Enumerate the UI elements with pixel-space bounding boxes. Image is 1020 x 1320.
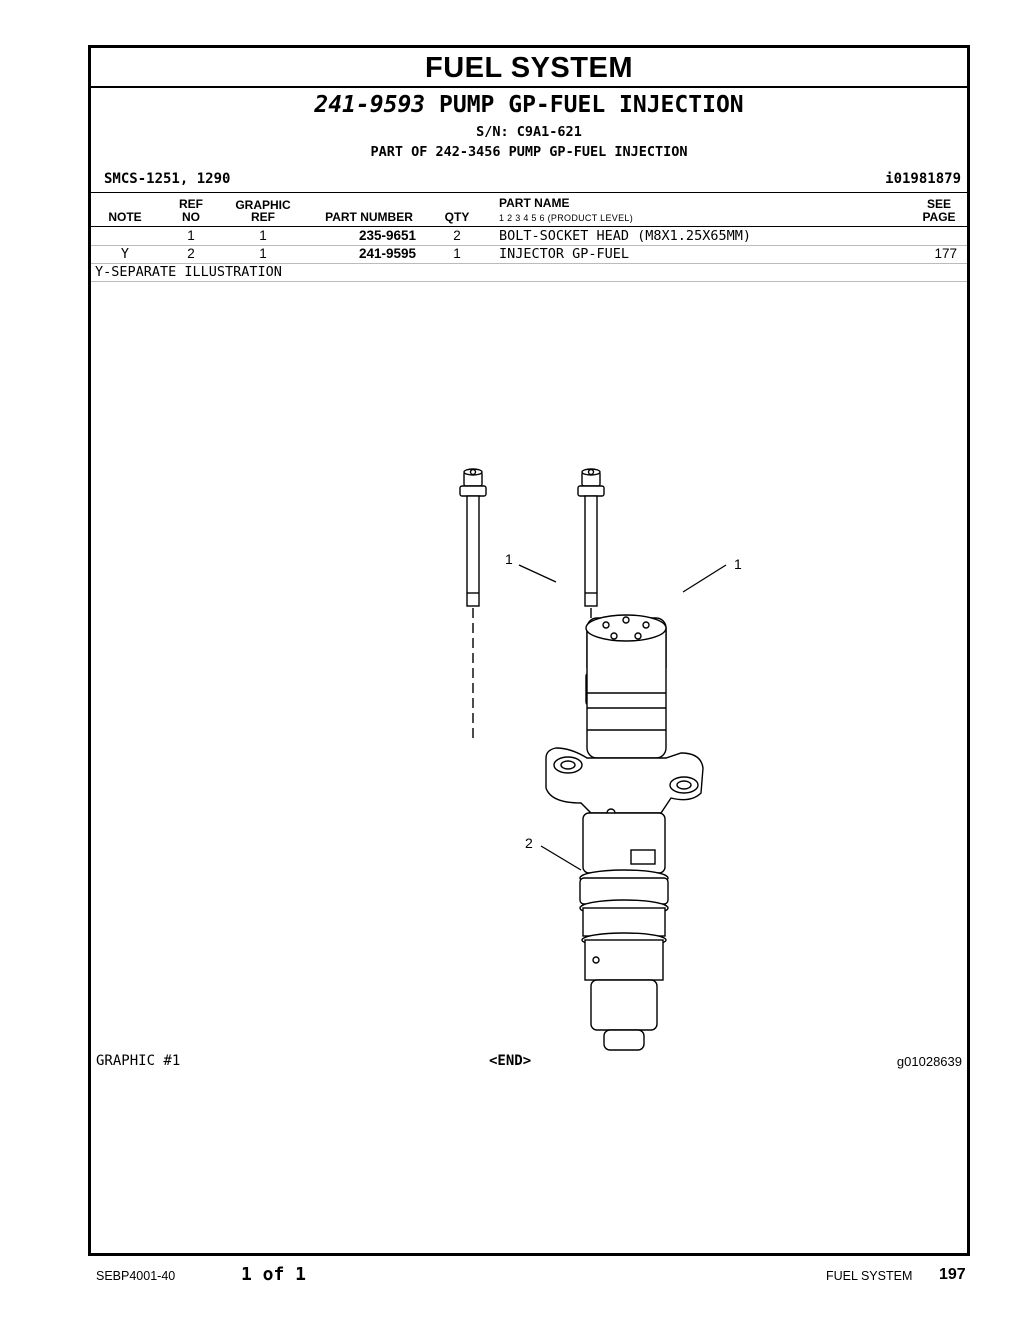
group-name: PUMP GP-FUEL INJECTION [439,92,744,118]
footer-page-number: 197 [939,1266,966,1283]
cell-qty: 2 [453,228,461,243]
cell-part-name: BOLT-SOCKET HEAD (M8X1.25X65MM) [499,228,751,244]
page-frame [88,45,970,1256]
cell-part-name: INJECTOR GP-FUEL [499,246,630,262]
header-qty: QTY [444,210,470,224]
section-title: FUEL SYSTEM [91,48,967,88]
header-divider [91,192,967,193]
cell-qty: 1 [453,246,461,261]
header-ref-bottom: NO [182,210,200,224]
cell-part-number: 235-9651 [358,228,416,243]
injector-illustration [411,468,742,1048]
header-ref-top: REF [179,197,203,211]
group-part-number: 241-9593 [314,92,426,118]
callout-bolt-left: 1 [505,551,513,567]
footer-doc-id: SEBP4001-40 [96,1269,176,1283]
footer-page-of: 1 of 1 [241,1264,307,1285]
part-of-line: PART OF 242-3456 PUMP GP-FUEL INJECTION [370,144,688,160]
header-note: NOTE [108,210,142,224]
cell-ref-no: 2 [187,246,195,261]
table-header-divider [91,226,967,227]
cell-ref-no: 1 [187,228,195,243]
footer-section: FUEL SYSTEM [826,1269,913,1283]
cell-graphic-ref: 1 [259,228,267,243]
header-graphic-top: GRAPHIC [235,198,291,212]
bolt-left-graphic [460,469,486,738]
header-product-level: 1 2 3 4 5 6 (PRODUCT LEVEL) [499,213,633,223]
end-label: <END> [489,1053,532,1069]
footnote-divider [91,281,967,282]
graphic-label: GRAPHIC #1 [96,1053,181,1069]
smcs-code: SMCS-1251, 1290 [104,171,231,187]
cell-see-page: 177 [934,246,957,261]
group-title [91,92,967,118]
cell-part-number: 241-9595 [358,246,416,261]
header-see-bottom: PAGE [922,210,956,224]
header-part-number: PART NUMBER [325,210,413,224]
header-graphic-bottom: REF [251,210,275,224]
info-id: i01981879 [885,171,961,187]
callout-injector: 2 [525,835,533,851]
serial-number: S/N: C9A1-621 [476,124,582,140]
callout-bolt-right: 1 [734,556,742,572]
cell-graphic-ref: 1 [259,246,267,261]
header-part-name: PART NAME [499,196,570,210]
graphic-id: g01028639 [896,1054,962,1069]
cell-note: Y [120,246,130,262]
header-see-top: SEE [926,197,951,211]
table-footnote: Y-SEPARATE ILLUSTRATION [95,264,282,280]
